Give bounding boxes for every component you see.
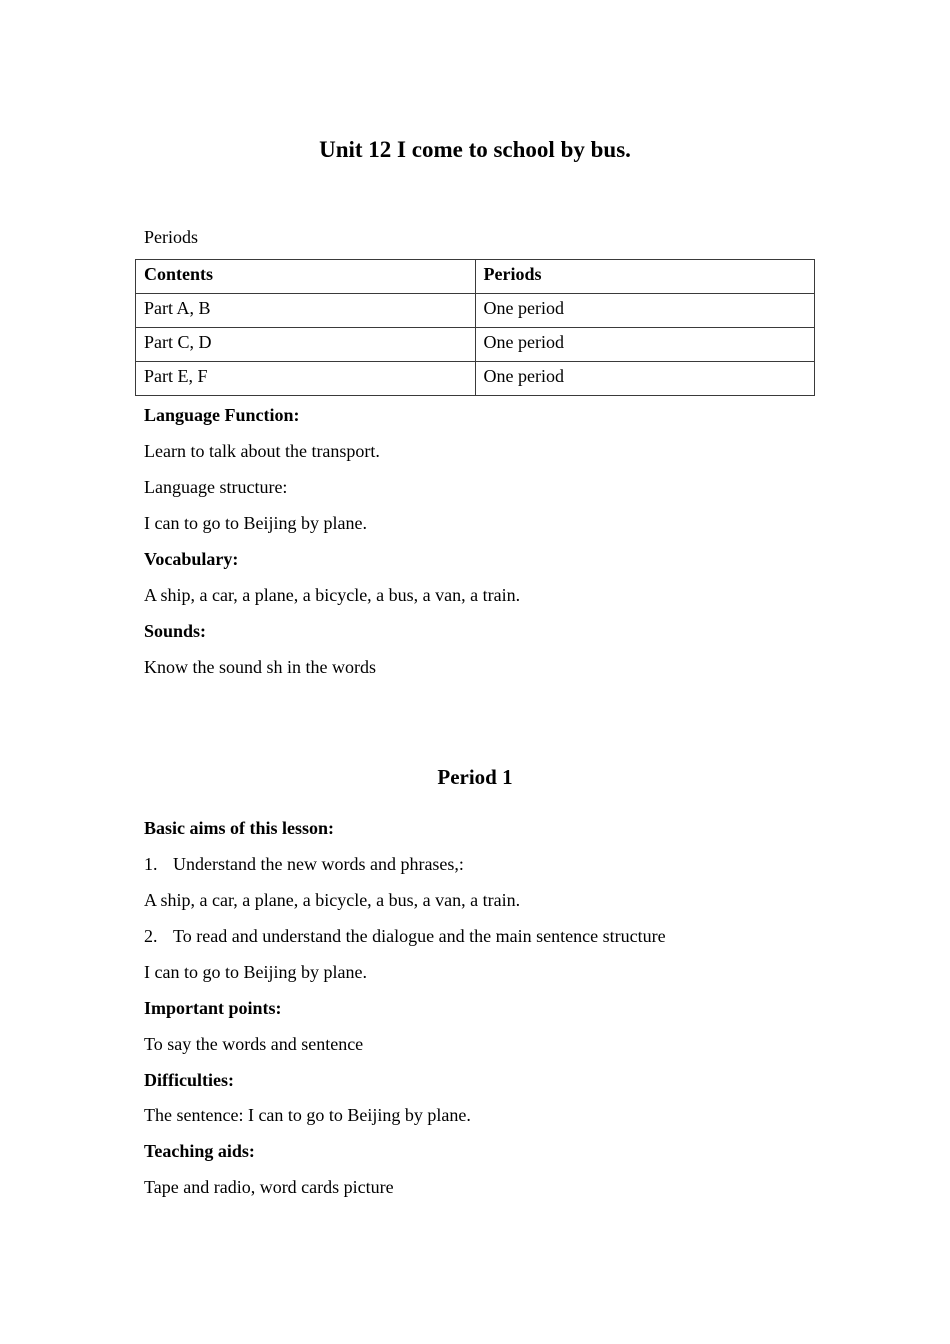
table-header-periods: Periods: [475, 260, 815, 294]
important-points-heading: Important points:: [144, 998, 282, 1018]
aim-item: [144, 924, 666, 948]
language-structure-text: I can to go to Beijing by plane.: [144, 513, 367, 533]
aim-2-detail: I can to go to Beijing by plane.: [144, 962, 367, 982]
table-cell: One period: [475, 294, 815, 328]
aim-item: [144, 852, 464, 876]
aim-1-detail: A ship, a car, a plane, a bicycle, a bus, a van, a train.: [144, 890, 521, 910]
table-cell: One period: [475, 328, 815, 362]
table-cell: Part E, F: [136, 362, 476, 396]
sounds-text: Know the sound sh in the words: [144, 657, 376, 677]
vocabulary-text: A ship, a car, a plane, a bicycle, a bus, a van, a train.: [144, 585, 521, 605]
language-structure-label: Language structure:: [144, 477, 288, 497]
difficulties-heading: Difficulties:: [144, 1070, 234, 1090]
sounds-heading: Sounds:: [144, 621, 207, 641]
language-function-heading: Language Function:: [144, 405, 300, 425]
difficulties-text: The sentence: I can to go to Beijing by plane.: [144, 1105, 471, 1125]
table-row: [136, 294, 815, 328]
periods-table: [135, 259, 815, 396]
table-header-contents: Contents: [136, 260, 476, 294]
periods-label: Periods: [144, 227, 198, 247]
aim-number: 2.: [144, 926, 158, 946]
table-header-row: [136, 260, 815, 294]
vocabulary-heading: Vocabulary:: [144, 549, 239, 569]
aim-number: 1.: [144, 854, 158, 874]
table-row: [136, 328, 815, 362]
teaching-aids-heading: Teaching aids:: [144, 1141, 255, 1161]
document-title: Unit 12 I come to school by bus.: [319, 137, 631, 162]
table-row: [136, 362, 815, 396]
table-cell: One period: [475, 362, 815, 396]
aim-text: To read and understand the dialogue and the main sentence structure: [173, 926, 666, 946]
important-points-text: To say the words and sentence: [144, 1034, 364, 1054]
basic-aims-heading: Basic aims of this lesson:: [144, 818, 335, 838]
period-1-title: Period 1: [437, 765, 513, 789]
table-cell: Part A, B: [136, 294, 476, 328]
language-function-text: Learn to talk about the transport.: [144, 441, 380, 461]
table-cell: Part C, D: [136, 328, 476, 362]
teaching-aids-text: Tape and radio, word cards picture: [144, 1177, 394, 1197]
aim-text: Understand the new words and phrases,:: [173, 854, 464, 874]
